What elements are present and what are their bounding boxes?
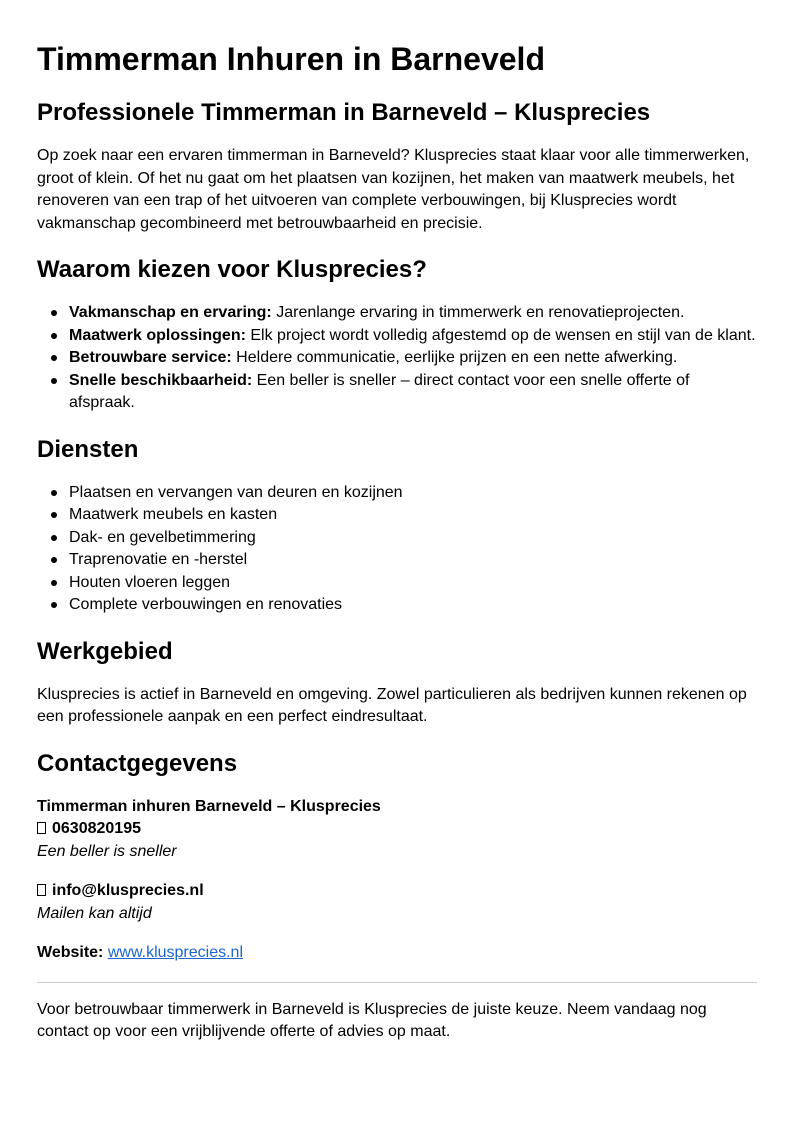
why-heading: Waarom kiezen voor Klusprecies? bbox=[37, 256, 427, 283]
services-heading: Diensten bbox=[37, 435, 139, 463]
why-item-label: Snelle beschikbaarheid: bbox=[69, 371, 253, 389]
why-item bbox=[69, 325, 757, 348]
contact-phone[interactable]: 0630820195 bbox=[52, 820, 141, 837]
intro-paragraph: Op zoek naar een ervaren timmerman in Barneveld? Klusprecies staat klaar voor alle timmerwerken, groot of klein. Of het nu gaat om het plaatsen van kozijnen, het maken van maatwerk meubels, het renoveren van een trap of het uitvoeren van complete verbouwingen, bij Klusprecies wordt vakmanschap gecombineerd met betrouwbaarheid en precisie. bbox=[37, 147, 750, 232]
contact-phone-block bbox=[37, 796, 757, 864]
why-item-label: Betrouwbare service: bbox=[69, 349, 232, 366]
contact-email-note: Mailen kan altijd bbox=[37, 904, 152, 922]
why-item-text: Jarenlange ervaring in timmerwerk en renovatieprojecten. bbox=[271, 304, 685, 321]
contact-email-block bbox=[37, 880, 757, 925]
service-item: Traprenovatie en -herstel bbox=[69, 549, 757, 572]
area-paragraph: Klusprecies is actief in Barneveld en omgeving. Zowel particulieren als bedrijven kunnen rekenen op een professionele aanpak en een perfect eindresultaat. bbox=[37, 685, 747, 725]
closing-paragraph: Voor betrouwbaar timmerwerk in Barneveld is Klusprecies de juiste keuze. Neem vandaag nog contact op voor een vrijblijvende offerte of advies op maat. bbox=[37, 1000, 707, 1040]
contact-website-line bbox=[37, 942, 757, 965]
contact-email[interactable]: info@klusprecies.nl bbox=[52, 882, 204, 899]
service-item: Houten vloeren leggen bbox=[69, 572, 757, 595]
website-link[interactable]: www.klusprecies.nl bbox=[107, 944, 243, 961]
services-list bbox=[37, 482, 757, 617]
page-title: Timmerman Inhuren in Barneveld bbox=[37, 41, 545, 77]
contact-heading: Contactgegevens bbox=[37, 749, 238, 777]
divider bbox=[37, 982, 757, 983]
contact-phone-note: Een beller is sneller bbox=[37, 842, 177, 860]
phone-icon bbox=[37, 822, 46, 834]
why-item-text: Heldere communicatie, eerlijke prijzen en een nette afwerking. bbox=[231, 349, 678, 366]
why-item bbox=[69, 370, 757, 415]
contact-email-line bbox=[37, 880, 757, 903]
why-item-text: Elk project wordt volledig afgestemd op de wensen en stijl van de klant. bbox=[245, 326, 756, 344]
why-item-label: Maatwerk oplossingen: bbox=[69, 326, 246, 344]
email-icon bbox=[37, 884, 46, 896]
intro-heading: Professionele Timmerman in Barneveld – Klusprecies bbox=[37, 99, 651, 126]
website-label: Website: bbox=[37, 944, 104, 961]
contact-company: Timmerman inhuren Barneveld – Klusprecies bbox=[37, 797, 381, 815]
contact-phone-line bbox=[37, 818, 757, 841]
area-heading: Werkgebied bbox=[37, 637, 173, 665]
service-item: Complete verbouwingen en renovaties bbox=[69, 594, 757, 617]
service-item: Maatwerk meubels en kasten bbox=[69, 504, 757, 527]
service-item: Plaatsen en vervangen van deuren en kozijnen bbox=[69, 482, 757, 505]
why-item-text: Een beller is sneller – direct contact voor een snelle offerte of afspraak. bbox=[69, 371, 690, 411]
service-item: Dak- en gevelbetimmering bbox=[69, 527, 757, 550]
why-item-label: Vakmanschap en ervaring: bbox=[69, 304, 272, 321]
why-list bbox=[37, 302, 757, 415]
why-item bbox=[69, 347, 757, 370]
why-item bbox=[69, 302, 757, 325]
